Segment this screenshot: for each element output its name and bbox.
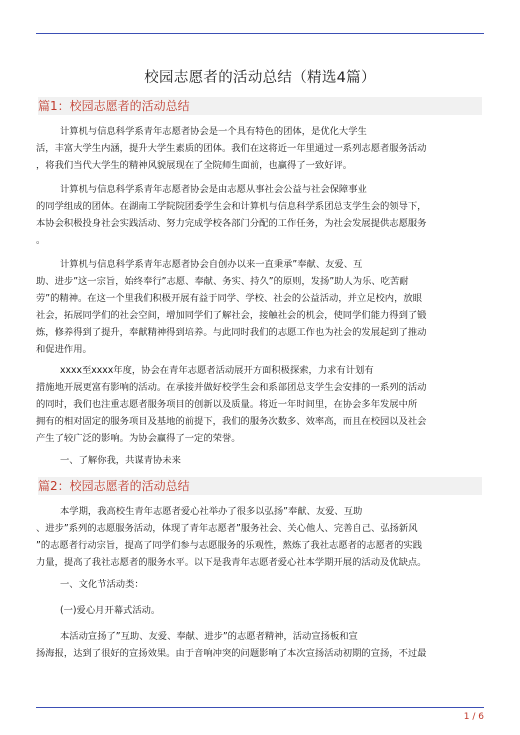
document-title: 校园志愿者的活动总结（精选4篇） <box>144 70 376 86</box>
paragraph: 计算机与信息科学系青年志愿者协会是一个具有特色的团体，是优化大学生 活，丰富大学生内涵，提升大学生素质的团体。我们在这将近一年里通过一系列志愿者服务活动 ，将我们当代大学生的精神风貌展现在了全院师生面前，也赢得了一致好评。 <box>36 126 427 171</box>
section-heading-1: 篇1：校园志愿者的活动总结 <box>38 97 482 115</box>
paragraph: xxxx至xxxx年度，协会在青年志愿者活动展开方面积极探索，力求有计划有 措施地开展更富有影响的活动。在承接并做好校学生会和系部团总支学生会安排的一系列的活动 的同时，我们也注重志愿者服务项目的创新以及质量。将近一年时间里，在协会多年发展中所 拥有的相对固定的服务项目及基地的前提下，我们的服务次数多、效率高，而且在校园以及社会 产生了较广泛的影响。为协会赢得了一定的荣誉。 <box>36 365 427 444</box>
paragraph: 一、了解你我，共谋青协未来 <box>60 455 181 466</box>
paragraph: (一)爱心月开幕式活动。 <box>60 605 161 616</box>
header-rule <box>36 33 484 34</box>
paragraph: 一、文化节活动类： <box>60 579 144 590</box>
section-heading-2: 篇2：校园志愿者的活动总结 <box>38 477 482 495</box>
paragraph: 计算机与信息科学系青年志愿者协会自创办以来一直秉承”奉献、友爱、互 助、进步”这一宗旨，始终奉行”志愿、奉献、务实、持久”的原则，发扬”助人为乐、吃苦耐 劳”的精神。在这一个里我们积极开展有益于同学、学校、社会的公益活动，并立足校内，放眼 社会，拓展同学们的社会空间，增加同学们了解社会，接触社会的机会，使同学们能力得到了锻 炼，修养得到了提升，奉献精神得到培养。与此同时我们的志愿工作也为社会的发展起到了推动 和促进作用。 <box>36 259 427 355</box>
paragraph: 本学期，我高校生青年志愿者爱心社举办了很多以弘扬”奉献、友爱、互助 、进步”系列的志愿服务活动，体现了青年志愿者”服务社会、关心他人、完善自己、弘扬新风 ”的志愿者行动宗旨，提高了同学们参与志愿服务的乐观性，熬炼了我社志愿者的志愿者的实践 力量，提高了我社志愿者的服务水平。以下是我青年志愿者爱心社本学期开展的活动及优缺点。 <box>36 506 427 568</box>
footer-rule <box>36 707 484 708</box>
paragraph: 计算机与信息科学系青年志愿者协会是由志愿从事社会公益与社会保障事业 的同学组成的团体。在湖南工学院院团委学生会和计算机与信息科学系团总支学生会的领导下， 本协会积极投身社会实践活动、努力完成学校各部门分配的工作任务，为社会发展提供志愿服务 。 <box>36 184 427 246</box>
page-number: 1 / 6 <box>463 712 484 722</box>
paragraph: 本活动宣扬了”互助、友爱、奉献、进步”的志愿者精神，活动宣扬板和宣 扬海报，达到了很好的宣扬效果。由于音响冲突的问题影响了本次宣扬活动初期的宣扬，不过最 <box>36 631 427 659</box>
